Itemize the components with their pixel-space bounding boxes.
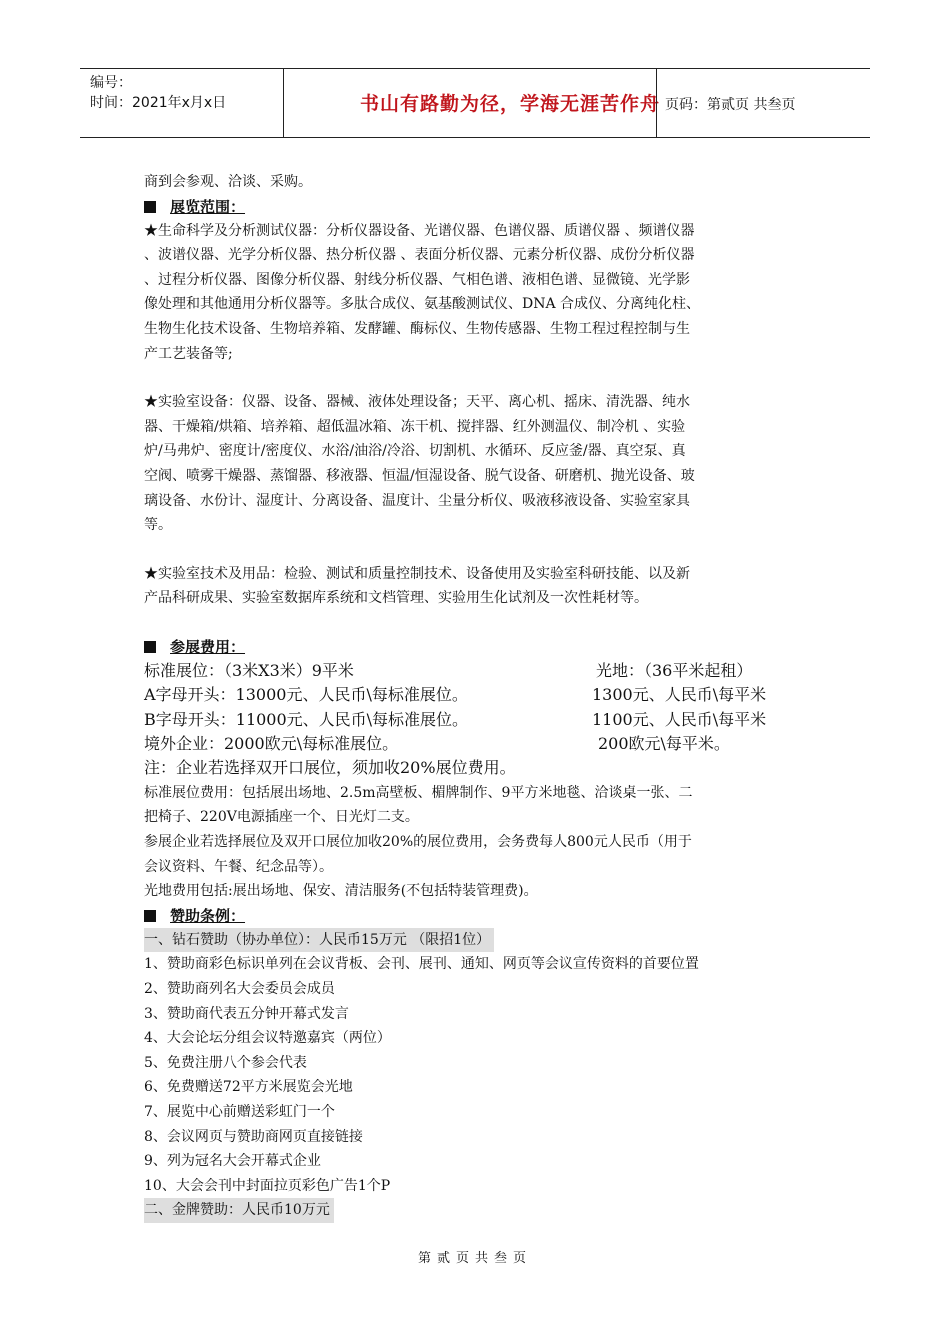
scope-paragraph-life-science [144,219,814,367]
page-header [80,68,870,138]
paragraph-line: ★实验室技术及用品：检验、测试和质量控制技术、设备使用及实验室科研技能、以及新 [144,565,690,582]
section-title: 展览范围： [170,197,246,216]
paragraph-line: 把椅子、220V电源插座一个、日光灯二支。 [144,809,419,826]
fee-table [144,659,814,781]
fee-raw-space: 1100元、人民币\每平米 [592,709,767,729]
section-heading-fees [144,635,814,659]
document-body [144,170,814,1223]
list-item: 2、赞助商列名大会委员会成员 [144,981,335,998]
square-bullet-icon [144,910,156,922]
sponsor-benefits-list [144,952,814,1198]
paragraph-line: 标准展位费用：包括展出场地、2.5m高壁板、楣牌制作、9平方米地毯、洽谈桌一张、二 [144,784,693,801]
paragraph-line: 会议资料、午餐、纪念品等）。 [144,858,333,875]
fee-row [144,708,814,732]
paragraph-line: 产工艺装备等; [144,345,233,362]
paragraph-line: 等。 [144,517,172,534]
header-page-info: 页码：第贰页 共叁页 [665,97,796,113]
fee-standard-booth: B字母开头：11000元、人民币\每标准展位。 [144,709,469,729]
list-item: 4、大会论坛分组会议特邀嘉宾（两位） [144,1030,391,1047]
paragraph-line: ★生命科学及分析测试仪器：分析仪器设备、光谱仪器、色谱仪器、质谱仪器 、频谱仪器 [144,222,695,239]
paragraph-line: 生物生化技术设备、生物培养箱、发酵罐、酶标仪、生物传感器、生物工程过程控制与生 [144,320,690,337]
fee-raw-space: 200欧元\每平米。 [598,734,730,754]
square-bullet-icon [144,201,156,213]
list-item: 3、赞助商代表五分钟开幕式发言 [144,1005,349,1022]
paragraph-line: ★实验室设备：仪器、设备、器械、液体处理设备；天平、离心机、摇床、清洗器、纯水 [144,394,690,411]
paragraph-line: 璃设备、水份计、湿度计、分离设备、温度计、尘量分析仪、吸液移液设备、实验室家具 [144,492,690,509]
page-footer: 第贰页共叁页 [417,1251,532,1266]
paragraph-line: 、过程分析仪器、图像分析仪器、射线分析仪器、气相色谱、液相色谱、显微镜、光学影 [144,271,690,288]
list-item: 9、列为冠名大会开幕式企业 [144,1153,321,1170]
fee-row [144,659,814,683]
list-item: 7、展览中心前赠送彩虹门一个 [144,1103,335,1120]
fee-raw-space: 光地：（36平米起租） [596,660,753,680]
intro-line: 商到会参观、洽谈、采购。 [144,174,312,190]
section-heading-sponsor [144,904,814,928]
section-title: 参展费用： [170,637,246,656]
square-bullet-icon [144,641,156,653]
section-heading-scope [144,195,814,219]
fee-raw-space: 1300元、人民币\每平米 [592,685,767,705]
list-item: 8、会议网页与赞助商网页直接链接 [144,1128,363,1145]
ground-fee-line: 光地费用包括:展出场地、保安、清洁服务(不包括特装管理费)。 [144,883,538,900]
fee-row [144,683,814,707]
paragraph-line: 炉/马弗炉、密度计/密度仪、水浴/油浴/冷浴、切割机、水循环、反应釜/器、真空泵、真 [144,443,686,460]
fee-note: 注：企业若选择双开口展位，须加收20%展位费用。 [144,758,516,778]
scope-paragraph-lab-tech [144,562,814,611]
list-item: 6、免费赠送72平方米展览会光地 [144,1079,353,1096]
paragraph-line: 、波谱仪器、光学分析仪器、热分析仪器 、表面分析仪器、元素分析仪器、成份分析仪器 [144,247,695,264]
fee-standard-booth: 境外企业：2000欧元\每标准展位。 [144,734,399,754]
fee-row [144,732,814,756]
paragraph-line: 空阀、喷雾干燥器、蒸馏器、移液器、恒温/恒湿设备、脱气设备、研磨机、抛光设备、玻 [144,467,695,484]
scope-paragraph-lab-equipment [144,390,814,538]
header-divider [656,69,657,137]
list-item: 1、赞助商彩色标识单列在会议背板、会刊、展刊、通知、网页等会议宣传资料的首要位置 [144,956,699,973]
header-divider [283,69,284,137]
fee-standard-booth: A字母开头：13000元、人民币\每标准展位。 [144,685,468,705]
paragraph-line: 像处理和其他通用分析仪器等。多肽合成仪、氨基酸测试仪、DNA 合成仪、分离纯化柱、 [144,296,701,313]
header-motto: 书山有路勤为径，学海无涯苦作舟 [359,93,660,115]
header-meta [90,73,280,113]
paragraph-line: 产品科研成果、实验室数据库系统和文档管理、实验用生化试剂及一次性耗材等。 [144,590,648,607]
list-item: 5、免费注册八个参会代表 [144,1054,307,1071]
paragraph-line: 器、干燥箱/烘箱、培养箱、超低温冰箱、冻干机、搅拌器、红外测温仪、制冷机 、实验 [144,418,686,435]
document-date: 时间：2021年x月x日 [90,95,227,111]
sponsor-tier-gold: 二、金牌赞助：人民币10万元 [144,1198,334,1223]
section-title: 赞助条例： [170,906,246,925]
sponsor-tier-diamond: 一、钻石赞助（协办单位）：人民币15万元 （限招1位） [144,928,494,953]
list-item: 10、大会会刊中封面拉页彩色广告1个P [144,1177,391,1194]
paragraph-line: 参展企业若选择展位及双开口展位加收20%的展位费用，会务费每人800元人民币（用于 [144,834,692,851]
fee-standard-booth: 标准展位：（3米X3米）9平米 [144,660,354,680]
document-number-label: 编号： [90,75,132,91]
